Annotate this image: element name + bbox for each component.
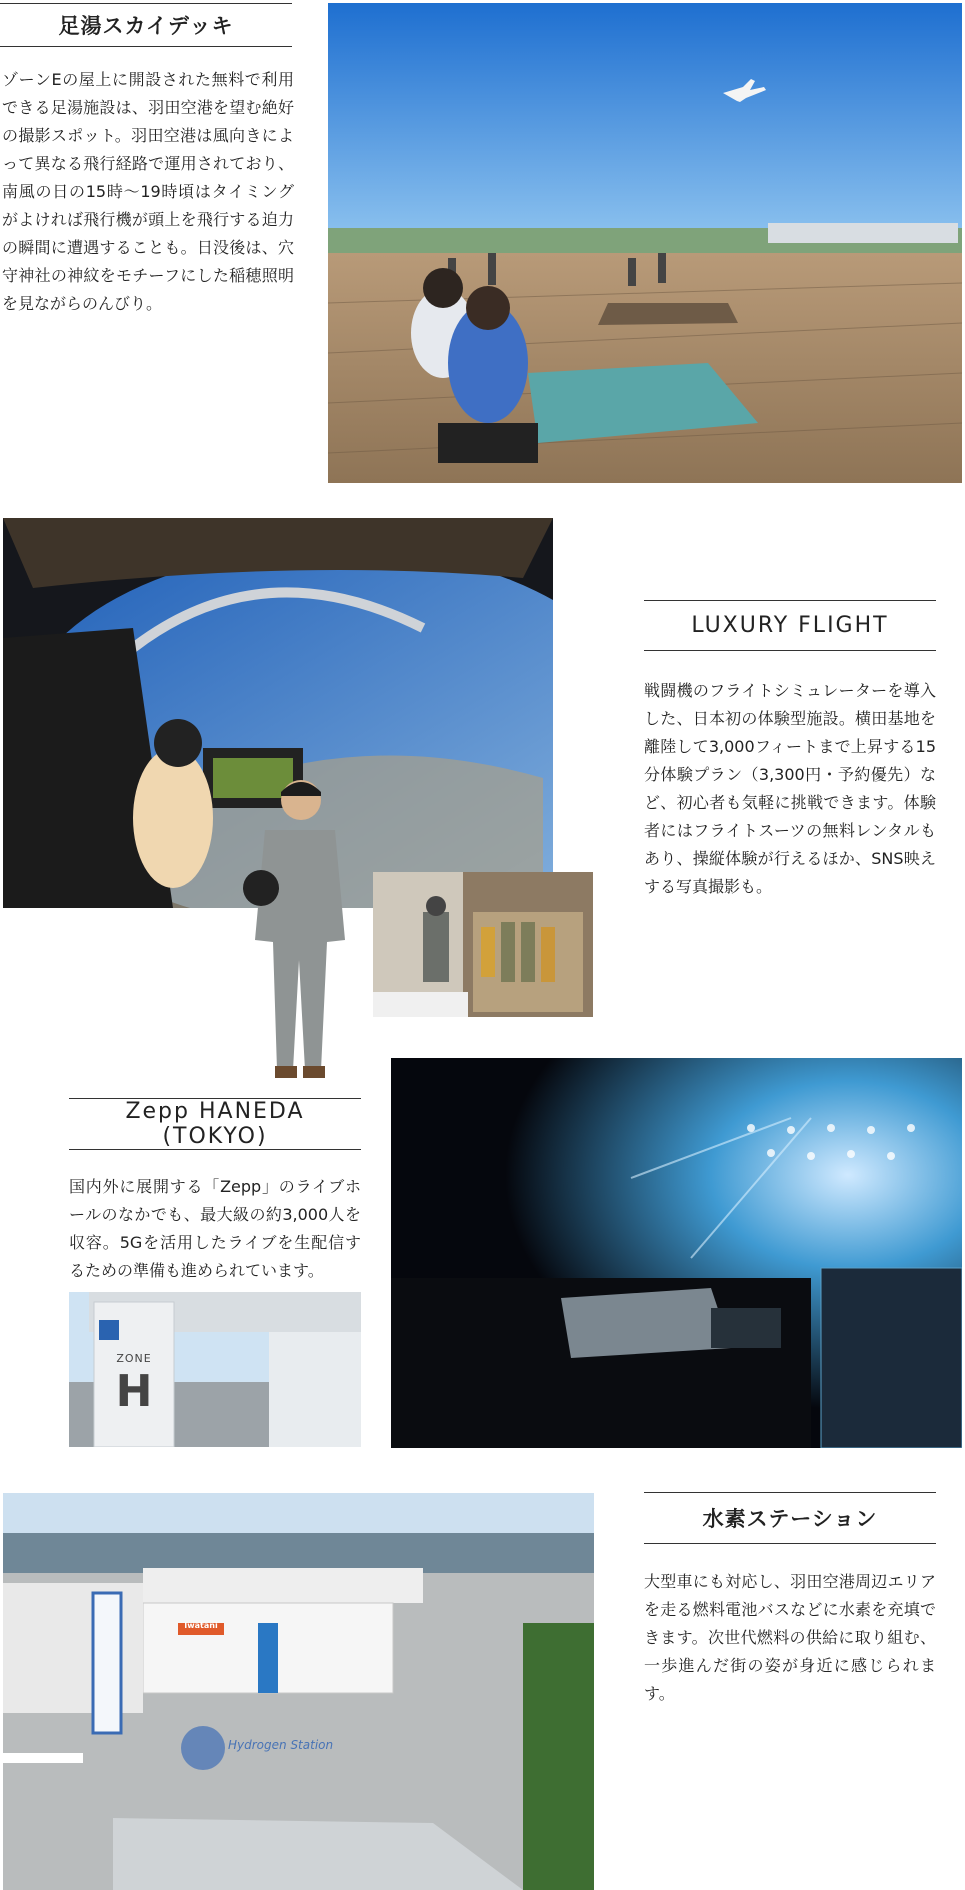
- flight-suit-rental-photo: [373, 872, 593, 1017]
- zepp-title: Zepp HANEDA (TOKYO): [69, 1098, 361, 1150]
- hydrogen-body: 大型車にも対応し、羽田空港周辺エリアを走る燃料電池バスなどに水素を充填できます。次世代燃料の供給に取り組む、一歩進んだ街の姿が身近に感じられます。: [644, 1572, 936, 1703]
- luxury-body: 戦闘機のフライトシミュレーターを導入した、日本初の体験型施設。横田基地を離陸して3,000フィートまで上昇する15分体験プラン（3,300円・予約優先）など、初心者も気軽に挑戦できます。体験者にはフライトスーツの無料レンタルもあり、操縦体験が行えるほか、SNS映えする写真撮影も。: [644, 681, 936, 896]
- zepp-body: 国内外に展開する「Zepp」のライブホールのなかでも、最大級の約3,000人を収容。5Gを活用したライブを生配信するための準備も進められています。: [69, 1177, 361, 1280]
- zone-sign-letter: H: [115, 1366, 153, 1417]
- luxury-title: LUXURY FLIGHT: [644, 600, 936, 651]
- iwatani-brand: Iwatani: [184, 1621, 218, 1630]
- ashiyu-title: 足湯スカイデッキ: [0, 3, 292, 47]
- zone-sign-label: ZONE: [116, 1352, 152, 1365]
- ground-logo: Hydrogen Station: [228, 1738, 334, 1752]
- zepp-hall-photo: [391, 1058, 962, 1448]
- zone-h-sign-photo: [69, 1292, 361, 1447]
- hydrogen-station-photo: [3, 1493, 594, 1890]
- hydrogen-title: 水素ステーション: [644, 1492, 936, 1544]
- ashiyu-photo: [328, 3, 962, 483]
- ashiyu-body: ゾーンEの屋上に開設された無料で利用できる足湯施設は、羽田空港を望む絶好の撮影スポット。羽田空港は風向きによって異なる飛行経路で運用されており、南風の日の15時～19時頃はタイミングがよければ飛行機が頭上を飛行する迫力の瞬間に遭遇することも。日没後は、穴守神社の神紋をモチーフにした稲穂照明を見ながらのんびり。: [2, 70, 294, 313]
- flight-suit-person: [235, 770, 363, 1082]
